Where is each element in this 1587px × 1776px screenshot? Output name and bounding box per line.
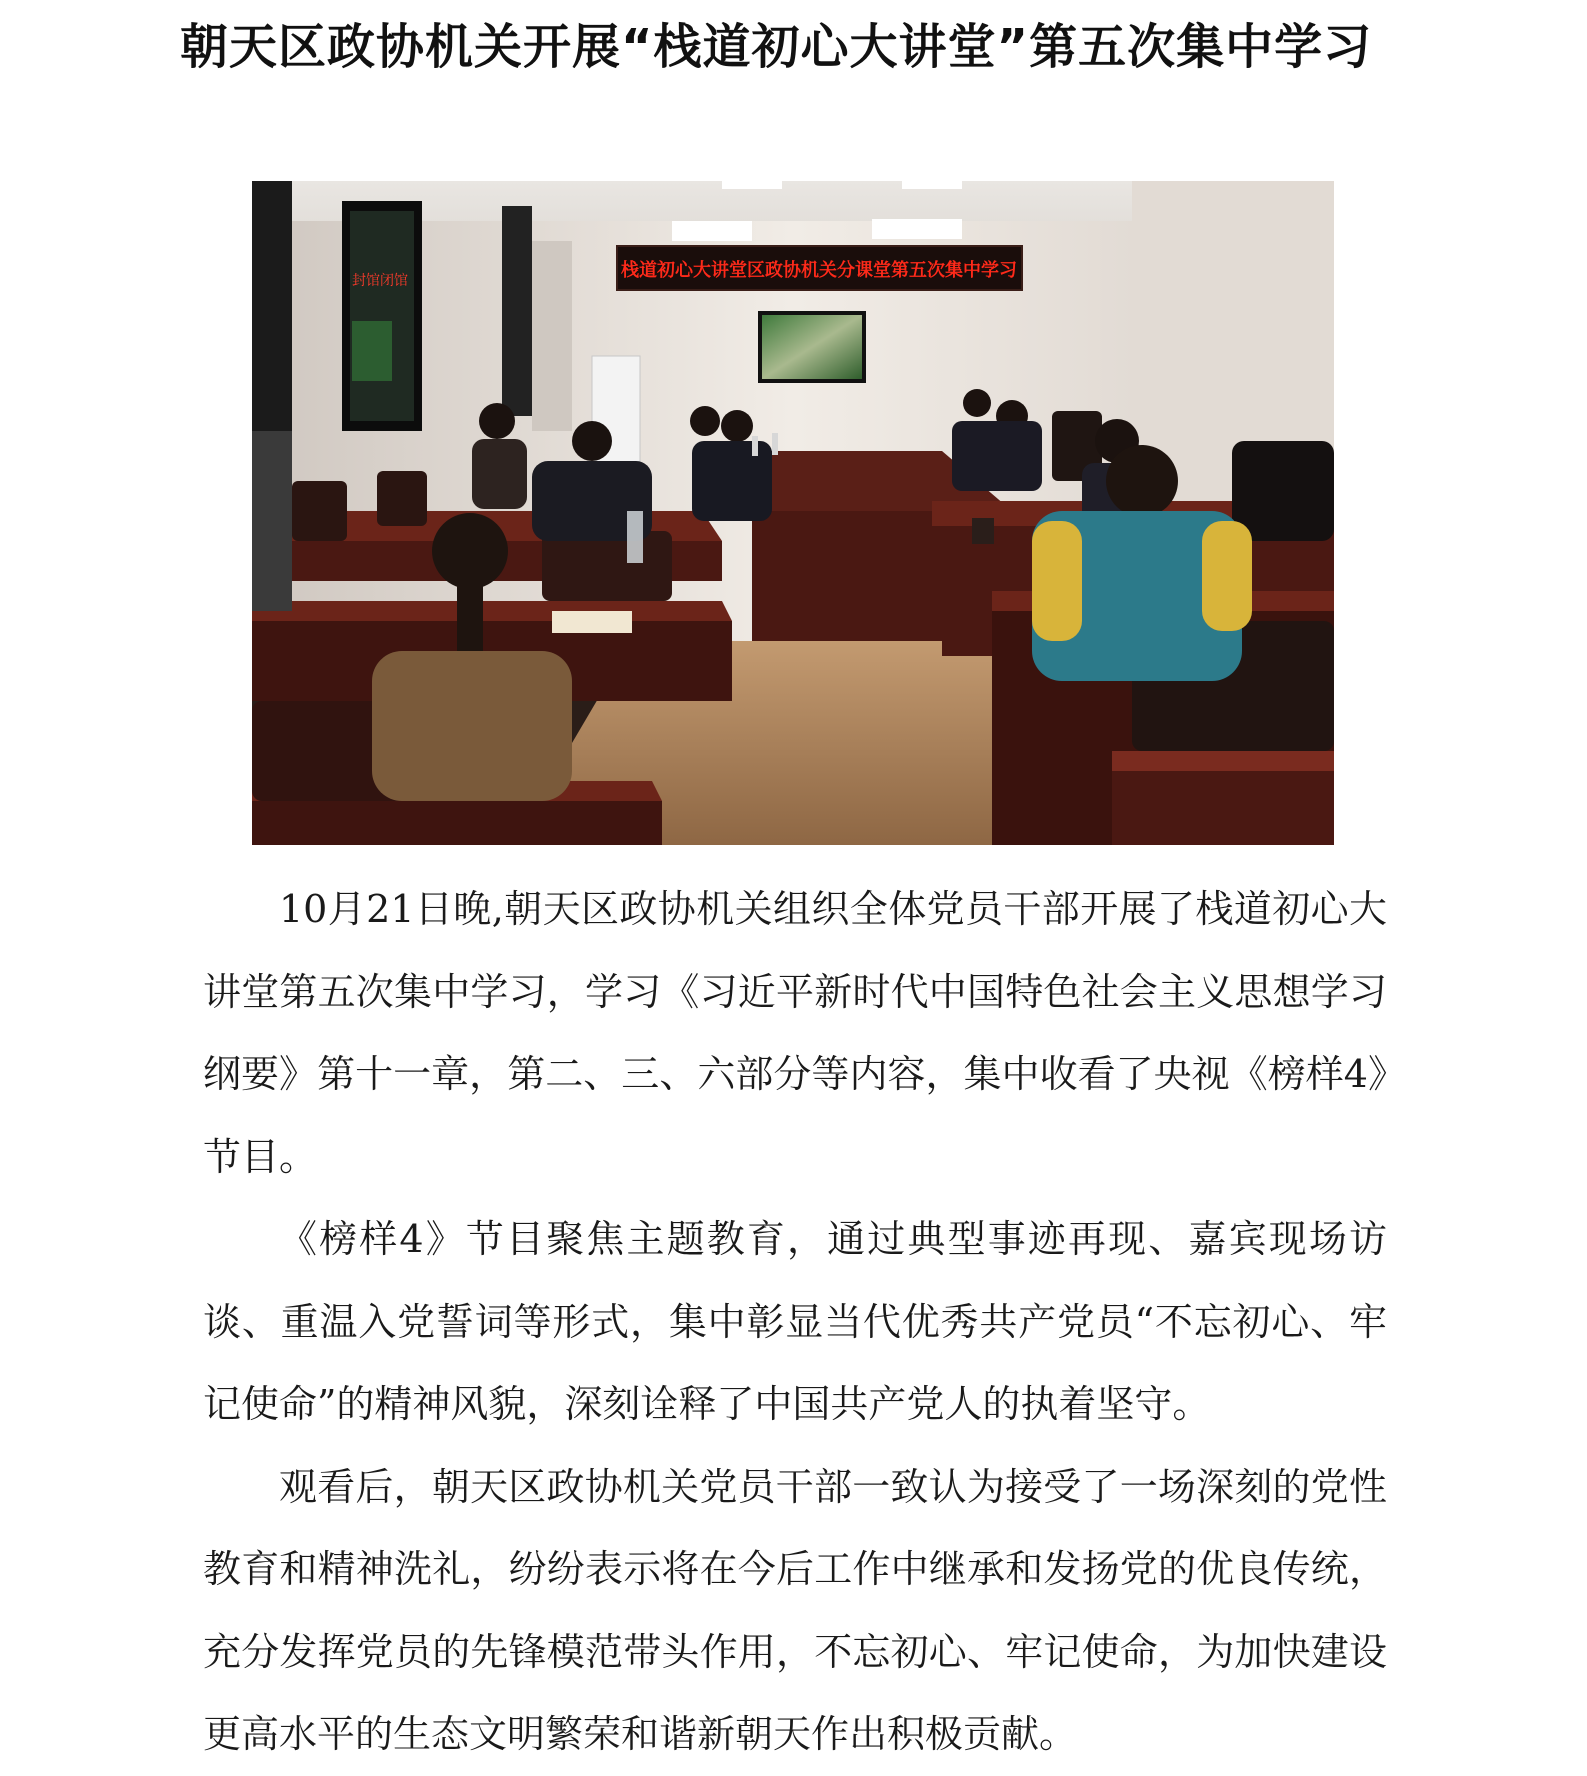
led-banner-text: 栈道初心大讲堂区政协机关分课堂第五次集中学习 <box>621 260 1017 281</box>
window-led-text-2: 闭馆 <box>380 273 408 289</box>
document-title: 朝天区政协机关开展“栈道初心大讲堂”第五次集中学习 <box>180 19 1373 75</box>
meeting-photo <box>252 181 1334 845</box>
paragraph-3: 观看后，朝天区政协机关党员干部一致认为接受了一场深刻的党性教育和精神洗礼，纷纷表示将在今后工作中继承和发扬党的优良传统，充分发挥党员的先锋模范带头作用，不忘初心、牢记使命，为加快建设更高水平的生态文明繁荣和谐新朝天作出积极贡献。 <box>203 1464 1387 1756</box>
article-body <box>203 868 1387 1776</box>
paragraph-2: 《榜样4》节目聚焦主题教育，通过典型事迹再现、嘉宾现场访谈、重温入党誓词等形式，集中彰显当代优秀共产党员“不忘初心、牢记使命”的精神风貌，深刻诠释了中国共产党人的执着坚守。 <box>203 1217 1387 1426</box>
window-led-text: 封馆 <box>352 273 380 289</box>
meeting-photo-illustration <box>252 181 1334 845</box>
paragraph-1: 10月21日晚,朝天区政协机关组织全体党员干部开展了栈道初心大讲堂第五次集中学习，学习《习近平新时代中国特色社会主义思想学习纲要》第十一章，第二、三、六部分等内容，集中收看了央视《榜样4》节目。 <box>203 887 1387 1179</box>
